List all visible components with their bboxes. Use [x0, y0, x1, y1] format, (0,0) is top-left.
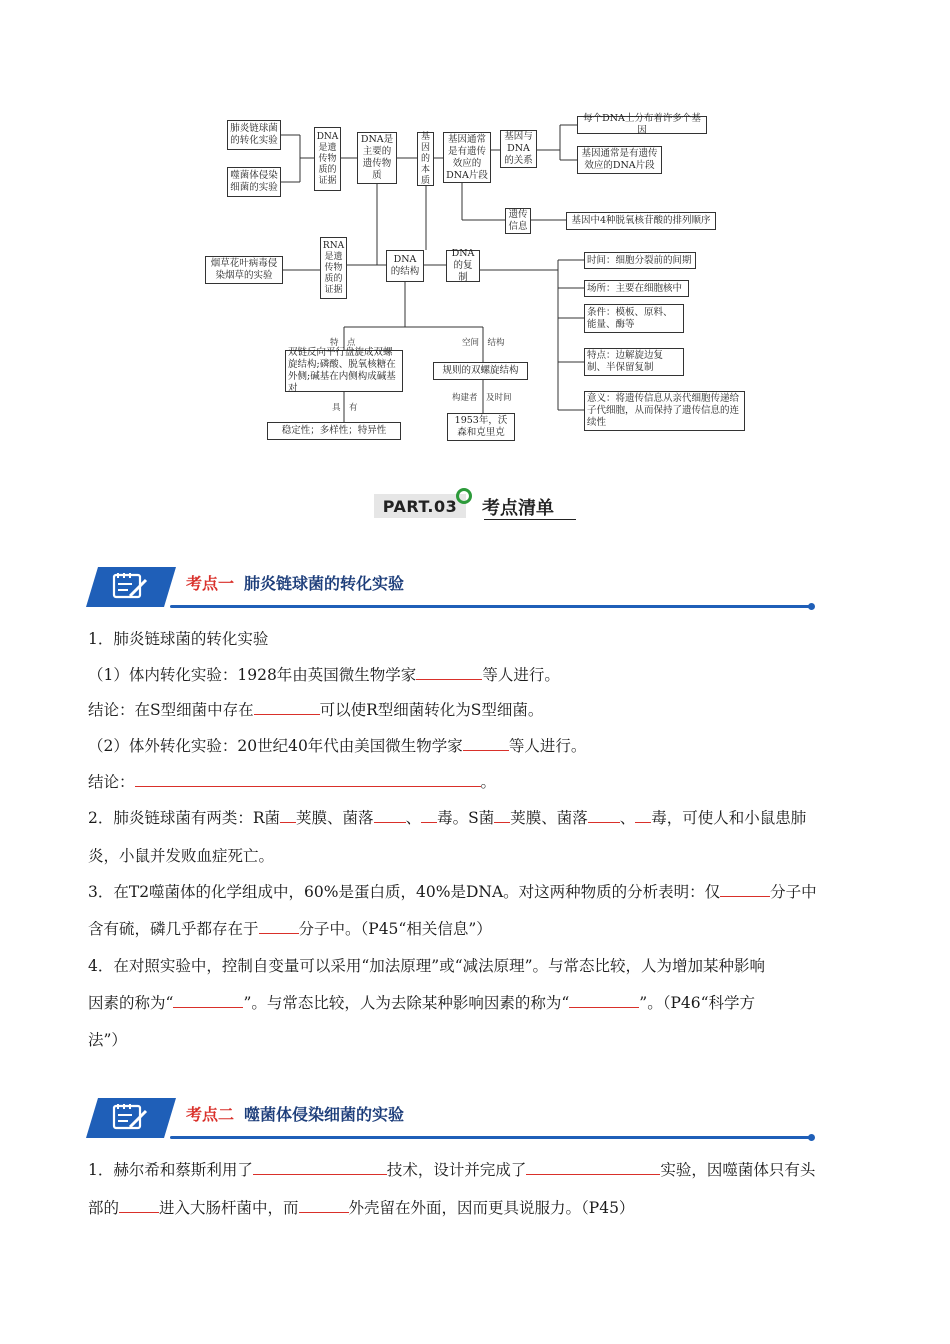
s1-item3-cont: 含有硫，磷几乎都存在于 分子中。（P45“相关信息”） [88, 911, 866, 947]
s1-item4: 4．在对照实验中，控制自变量可以采用“加法原理”或“减法原理”。与常态比较，人为增加某种影响 [88, 957, 766, 975]
node-gene-dna-relation: 基因与DNA的关系 [500, 130, 537, 168]
ring-icon [456, 488, 472, 504]
concept-map [0, 0, 950, 460]
section1-divider [170, 605, 812, 608]
blank[interactable] [569, 989, 639, 1008]
section1-divider-dot [808, 603, 815, 610]
blank[interactable] [259, 915, 299, 934]
s1-item3: 3．在T2噬菌体的化学组成中，60%是蛋白质，40%是DNA。对这两种物质的分析表明：仅 分子中 [88, 874, 866, 910]
node-rep-meaning: 意义：将遗传信息从亲代细胞传递给子代细胞，从而保持了遗传信息的连续性 [584, 391, 745, 431]
node-dna-evidence: DNA是遗传物质的证据 [314, 127, 341, 191]
blank[interactable] [416, 661, 482, 680]
blank[interactable] [374, 804, 406, 823]
s1-item4-cont: 因素的称为“ ”。与常态比较，人为去除某种影响因素的称为“ ”。（P46“科学方 [88, 985, 866, 1021]
label-builder-time: 构建者 及时间 [452, 393, 512, 403]
label-spatial-structure: 空间 结构 [462, 338, 505, 348]
s1-item2-cont: 炎，小鼠并发败血症死亡。 [88, 847, 275, 865]
section2-header [86, 1096, 816, 1142]
node-rna-evidence: RNA是遗传物质的证据 [320, 237, 347, 299]
blank[interactable] [119, 1194, 159, 1213]
blank[interactable] [463, 732, 509, 751]
node-tmv-exp: 烟草花叶病毒侵染烟草的实验 [205, 256, 283, 284]
node-rep-conditions: 条件：模板、原料、能量、酶等 [584, 304, 684, 333]
s2-item1-cont: 部的 进入大肠杆菌中，而 外壳留在外面，因而更具说服力。（P45） [88, 1190, 866, 1226]
blank[interactable] [135, 768, 481, 787]
label-features: 特 点 [330, 338, 356, 348]
section2-title: 噬菌体侵染细菌的实验 [244, 1105, 405, 1124]
blank[interactable] [588, 804, 620, 823]
node-rep-features: 特点：边解旋边复制、半保留复制 [584, 348, 684, 376]
s1-item1-sub1: （1）体内转化实验：1928年由英国微生物学家 等人进行。 [88, 657, 866, 693]
s1-item2: 2．肺炎链球菌有两类：R菌 荚膜、菌落 、 毒。S菌 荚膜、菌落 、 毒，可使人和小鼠患肺 [88, 800, 866, 836]
s1-item1-sub2: （2）体外转化实验：20世纪40年代由美国微生物学家 等人进行。 [88, 728, 866, 764]
part-tag: PART.03 [374, 494, 466, 518]
node-many-genes: 每个DNA上分布着许多个基因 [577, 116, 707, 134]
blank[interactable] [494, 804, 510, 823]
blank[interactable] [720, 878, 770, 897]
blank[interactable] [299, 1194, 349, 1213]
node-gene-nature: 基因的本质 [417, 132, 434, 186]
node-gene-effect: 基因通常是有遗传效应的DNA片段 [577, 146, 662, 174]
s2-item1: 1．赫尔希和蔡斯利用了 技术，设计并完成了 实验，因噬菌体只有头 [88, 1152, 866, 1188]
s1-item4-end: 法”） [88, 1031, 127, 1049]
part-header [372, 488, 582, 524]
node-double-helix-features: 双链反向平行盘旋成双螺旋结构;磷酸、脱氧核糖在外侧;碱基在内侧构成碱基对 [285, 350, 403, 392]
node-properties: 稳定性；多样性；特异性 [267, 422, 401, 440]
notepad-pencil-icon [86, 567, 176, 607]
blank[interactable] [421, 804, 437, 823]
blank[interactable] [253, 1156, 387, 1175]
blank[interactable] [254, 696, 320, 715]
node-genetic-info: 遗传信息 [505, 208, 531, 234]
section2-divider-dot [808, 1134, 815, 1141]
node-base-order: 基因中4种脱氧核苷酸的排列顺序 [566, 212, 716, 230]
node-dna-replication: DNA的复制 [446, 250, 480, 282]
part-title: 考点清单 [482, 498, 554, 519]
section1-title: 肺炎链球菌的转化实验 [244, 574, 405, 593]
part-underline [484, 519, 576, 520]
node-builders: 1953年，沃森和克里克 [447, 413, 515, 441]
label-have: 具 有 [332, 403, 358, 413]
s1-conclusion1: 结论：在S型细菌中存在 可以使R型细菌转化为S型细菌。 [88, 692, 866, 728]
node-phage-infect: 噬菌体侵染细菌的实验 [227, 167, 281, 197]
node-rep-time: 时间：细胞分裂前的间期 [584, 252, 696, 269]
blank[interactable] [526, 1156, 660, 1175]
node-rep-place: 场所：主要在细胞核中 [584, 280, 689, 297]
node-gene-segment: 基因通常是有遗传效应的DNA片段 [443, 132, 491, 183]
s1-conclusion2: 结论： 。 [88, 764, 866, 800]
blank[interactable] [280, 804, 296, 823]
blank[interactable] [635, 804, 651, 823]
notepad-pencil-icon [86, 1098, 176, 1138]
s1-item1: 1．肺炎链球菌的转化实验 [88, 630, 269, 648]
node-dna-structure: DNA的结构 [386, 250, 424, 282]
section2-divider [170, 1136, 812, 1139]
blank[interactable] [173, 989, 243, 1008]
node-regular-helix: 规则的双螺旋结构 [433, 362, 528, 380]
section2-number: 考点二 [186, 1105, 235, 1124]
node-dna-main: DNA是主要的遗传物质 [357, 132, 397, 184]
section1-number: 考点一 [186, 574, 235, 593]
section1-header [86, 565, 816, 611]
node-pneumo-transform: 肺炎链球菌的转化实验 [227, 120, 281, 150]
